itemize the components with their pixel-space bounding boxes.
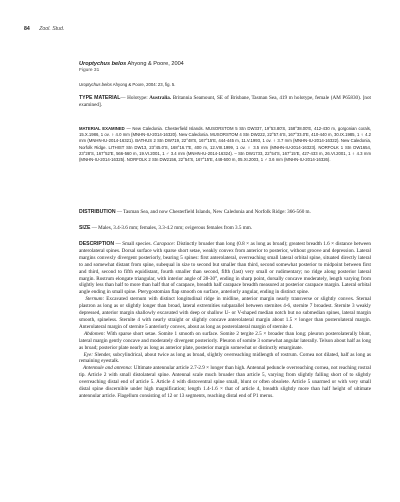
distribution-section bbox=[79, 209, 371, 216]
type-locality: Australia. bbox=[149, 95, 172, 101]
figure-reference: Figure 31 bbox=[79, 68, 100, 73]
citation-name: Uroptychus belos bbox=[79, 82, 112, 87]
carapace-text: Distinctly broader than long (0.8 × as long as broad); greatest breadth 1.6 × distance between anterolateral spines. Dorsal surface with sparse short setae, weakly convex from anterior to posterior, without groove and depression. Lateral margins convexly divergent posteriorly, bearing 5 spines: first anterolateral, overreaching small lateral orbital spine, situated directly lateral to and somewhat distant from spine, subequal in size to second but smaller than third, second somewhat posterior to midpoint between first and third, second to fifth equidistant, fourth smaller than second, fifth (last) very small or rudimentary; no ridge along posterior lateral margin. Rostrum elongate triangular, with interior angle of 28-30°, ending in sharp point, dorsally concave moderately, length varying from slightly less than half to more than half that of carapace, breadth half carapace breadth measured at posterior carapace margin. Lateral orbital angle ending in small spine. Pterygostomian flap smooth on surface, anteriorly angular, ending in distinct spine. bbox=[79, 241, 371, 296]
running-title: Zool. Stud. bbox=[39, 26, 65, 32]
distribution-label: DISTRIBUTION bbox=[79, 209, 116, 215]
size-section bbox=[79, 225, 371, 232]
description-section: DESCRIPTION — Small species. Carapace: Distinctly broader than long (0.8 × as long as broad); greatest breadth 1.6 × distance between anterolateral spines. Dorsal surface with sparse short setae, weakly convex from anterior to posterior, without groove and depression. Lateral margins convexly divergent posteriorly, bearing 5 spines: first anterolateral, overreaching small lateral orbital spine, situated directly lateral to and somewhat distant from spine, subequal in size to second but smaller than third, second somewhat posterior to midpoint between first and third, second to fifth equidistant, fourth smaller than second, fifth (last) very small or rudimentary; no ridge along posterior lateral margin. Rostrum elongate triangular, with interior angle of 28-30°, ending in sharp point, dorsally concave moderately, length varying from slightly less than half to more than half that of carapace, breadth half carapace breadth measured at posterior carapace margin. Lateral orbital angle ending in small spine. Pterygostomian flap smooth on surface, anteriorly angular, ending in distinct spine. Sternum: Excavated sternum with distinct longitudinal ridge in midline, anterior margin nearly transverse or slightly convex. Sternal plastron as long as or slightly longer than broad, lateral extremities subparallel between sternites 4-6, sternite 7 broadest. Sternite 3 weakly depressed, anterior margin shallowly excavated with deep or shallow U- or V-shaped median notch but no submedian spines, lateral margin smooth, spineless. Sternite 4 with nearly straight or slightly concave anterolateral margin about 1.5 × longer than posterolateral margin. Anterolateral margin of sternite 5 anteriorly convex, about as long as posterolateral margin of sternite 4. Abdomen: With sparse short setae. Somite 1 smooth on surface. Somite 2 tergite 2.5 × broader than long; pleuron posterolaterally blunt, lateral margin gently concave and moderately divergent posteriorly. Pleuron of somite 3 somewhat angular laterally. Telson about half as long as broad; posterior plate nearly as long as anterior plate, posterior margin somewhat or distinctly emarginate. Eye: Slender, subcylindrical, about twice as long as broad, slightly overreaching midlength of rostrum. Cornea not dilated, half as long as remaining eyestalk. Antennule and antenna: Ultimate antennular article 2.7-2.9 × longer than high. Antennal peduncle overreaching cornea, not reaching rostral tip. Article 2 with small distolateral spine. Antennal scale much broader than article 5, varying from slightly falling short of to slightly overreaching distal end of article 5. Article 4 with distoventral spine small, blunt or often obsolete. Article 5 unarmed or with very small distal spine discernible under high magnification; length 1.4-1.6 × that of article 4, breadth slightly more than half height of ultimate antennular article. Flagellum consisting of 12 or 13 segments, reaching distal end of P1 merus. bbox=[79, 241, 371, 399]
abdomen-text: With sparse short setae. Somite 1 smooth on surface. Somite 2 tergite 2.5 × broader than long; pleuron posterolaterally blunt, lateral margin gently concave and moderately divergent posteriorly. Pleuron of somite 3 somewhat angular laterally. Telson about half as long as broad; posterior plate nearly as long as anterior plate, posterior margin somewhat or distinctly emarginate. bbox=[79, 330, 371, 351]
material-examined-label: MATERIAL EXAMINED bbox=[79, 126, 125, 131]
page-number: 84 bbox=[24, 26, 30, 32]
synonymy-citation bbox=[79, 82, 371, 88]
type-material-label: TYPE MATERIAL bbox=[79, 95, 121, 101]
type-material-text: Britannia Seamount, SE of Brisbane, Tasman Sea, 419 m holotype, female (AM P65830). [not examined]. bbox=[79, 95, 371, 108]
carapace-label: Carapace: bbox=[153, 241, 176, 247]
antennule-text: Ultimate antennular article 2.7-2.9 × longer than high. Antennal peduncle overreaching cornea, not reaching rostral tip. Article 2 with small distolateral spine. Antennal scale much broader than article 5, varying from slightly falling short of to slightly overreaching distal end of article 5. Article 4 with distoventral spine small, blunt or often obsolete. Article 5 unarmed or with very small distal spine discernible under high magnification; length 1.4-1.6 × that of article 4, breadth slightly more than half height of ultimate antennular article. Flagellum consisting of 12 or 13 segments, reaching distal end of P1 merus. bbox=[79, 365, 371, 399]
size-label: SIZE bbox=[79, 225, 91, 231]
description-label: DESCRIPTION bbox=[79, 241, 115, 247]
material-examined-text: — New Caledonia. Chesterfield Islands. MUSORSTOM 5 Stn DW337, 19°53.80'S, 158°38.00'E, 412-430 m, gorgonian corals, 15.X.1986, 1 ov. ♀ 4.0 mm (MNHN-IU-2014-16320). New Caledonia. MUSORSTOM 4 Stn DW222, 22°57.6'S, 167°33.0'E, 410-440 m, 30.IX.1985, 1 ♀ 4.2 mm (MNHN-IU-2014-16321). BATHUS 2 Stn DW719, 22°48'S, 167°15'E, 444-445 m, 11.V.1993, 1 ov. ♀ 3.7 mm (MNHN-IU-2014-16322). New Caledonia, Norfolk Ridge. LITHIST Stn DW13, 23°45.0'S, 168°16.7'E, 400 m, 12.VIII.1999, 1 ov. ♀ 3.5 mm (MNHN-IU-2014-16323). NORFOLK 1 Stn DW1654, 23°28'S, 167°52'E, 566-560 m, 19.VI.2001, 1 ♂ 3.4 mm (MNHN-IU-2014-16324). – Stn DW1733, 22°54'S, 167°15'E, 427-433 m, 26.VI.2001, 1 ♀ 4.3 mm (MNHN-IU-2014-16325). NORFOLK 2 Stn DW2156, 22°54'S, 167°15'E, 448-500 m, 05.XI.2003, 1 ♂ 3.6 mm (MNHN-IU-2014-16326). bbox=[79, 126, 371, 163]
distribution-text: — Tasman Sea, and now Chesterfield Islands, New Caledonia and Norfolk Ridge: 366-560 m. bbox=[115, 209, 311, 215]
species-heading bbox=[79, 61, 369, 67]
type-material-section: TYPE MATERIAL— Holotype: Australia. Britannia Seamount, SE of Brisbane, Tasman Sea, 419 m holotype, female (AM P65830). [not examined]. bbox=[79, 95, 371, 108]
sternum-label: Sternum: bbox=[85, 296, 105, 303]
eye-label: Eye: bbox=[83, 351, 93, 358]
eye-text: Slender, subcylindrical, about twice as long as broad, slightly overreaching midlength of rostrum. Cornea not dilated, half as long as remaining eyestalk. bbox=[79, 351, 371, 365]
abdomen-label: Abdomen: bbox=[84, 330, 106, 337]
antennule-label: Antennule and antenna: bbox=[82, 365, 133, 372]
sternum-text: Excavated sternum with distinct longitudinal ridge in midline, anterior margin nearly transverse or slightly convex. Sternal plastron as long as or slightly longer than broad, lateral extremities subparallel between sternites 4-6, sternite 7 broadest. Sternite 3 weakly depressed, anterior margin shallowly excavated with deep or shallow U- or V-shaped median notch but no submedian spines, lateral margin smooth, spineless. Sternite 4 with nearly straight or slightly concave anterolateral margin about 1.5 × longer than posterolateral margin. Anterolateral margin of sternite 5 anteriorly convex, about as long as posterolateral margin of sternite 4. bbox=[79, 296, 371, 330]
page-header bbox=[24, 26, 376, 36]
citation-text: Ahyong & Poore, 2004: 23, fig. 5. bbox=[112, 82, 176, 87]
species-authority: Ahyong & Poore, 2004 bbox=[127, 61, 184, 67]
species-name: Uroptychus belos bbox=[79, 61, 127, 67]
material-examined-section bbox=[79, 126, 371, 163]
size-text: — Males, 3.4-3.6 mm; females, 3.3-4.2 mm; ovigerous females from 3.5 mm. bbox=[90, 225, 253, 231]
